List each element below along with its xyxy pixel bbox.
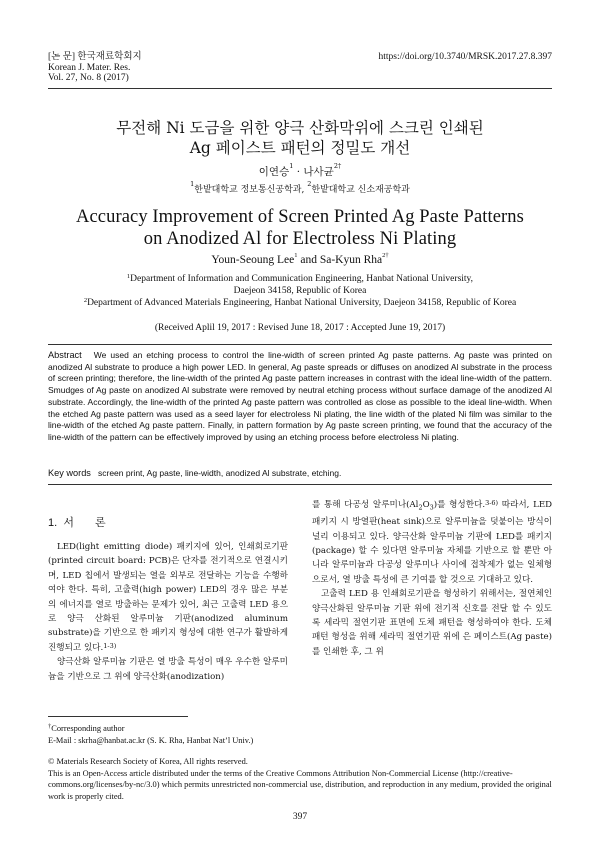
section-title: 서 론 <box>63 517 115 529</box>
korean-title-line2: Ag 페이스트 패턴의 정밀도 개선 <box>189 139 411 157</box>
keywords-text: screen print, Ag paste, line-width, anodized Al substrate, etching. <box>98 468 342 478</box>
section-number: 1. <box>48 517 58 529</box>
footnote: †Corresponding author E-Mail : skrha@hanbat.ac.kr (S. K. Rha, Hanbat Nat’l Univ.) © Materials Research Society of Korea, All rights reserved. This is an Open-Access article distributed under the terms of the Creative Commons Attribution Non-Commercial License (http://creative-commons.org/licenses/by-nc/3.0) which permits unrestricted non-commercial use, distribution, and reproduction in any medium, provided the original work is properly cited. <box>48 723 552 801</box>
paragraph: 고출력 LED 용 인쇄회로기판을 형성하기 위해서는, 절연체인 양극산화된 알루미늄 기판 위에 전기적 신호를 전달 할 수 있도록 세라믹 절연기판 표면에 도체 패턴을 형성하여야 한다. 도체 패턴 형성을 위해 세라믹 절연기판 위에 은 페이스트(Ag paste)를 인쇄한 후, 그 위 <box>312 589 552 657</box>
korean-title <box>0 118 600 158</box>
english-affiliations: $^1$Department of Information and Communication Engineering, Hanbat National University, Daejeon 34158, Republic of Korea $^2$Department of Advanced Materials Engineering, Hanbat National University, Daejeon 34158, Republic of Korea <box>83 273 517 308</box>
abstract-top-rule <box>48 344 552 345</box>
affiliation-2: Department of Advanced Materials Engineering, Hanbat National University, Daejeon 34158, Republic of Korea <box>87 298 517 308</box>
abstract-bottom-rule <box>48 484 552 485</box>
korean-affiliations: $^1$한밭대학교 정보통신공학과, $^2$한밭대학교 신소재공학과 <box>190 180 410 195</box>
journal-name-en: Korean J. Mater. Res. <box>48 62 131 73</box>
received-dates: (Received Aplil 19, 2017 : Revised June 18, 2017 : Accepted June 19, 2017) <box>154 323 446 333</box>
copyright: © Materials Research Society of Korea, All rights reserved. <box>48 757 248 766</box>
english-authors: Youn-Seoung Lee$^1$ and Sa-Kyun Rha$^{2\dagger}$ <box>211 252 389 266</box>
body-column-left <box>48 540 288 684</box>
body-column-right <box>312 498 552 659</box>
footnote-rule <box>48 716 188 717</box>
abstract-text: We used an etching process to control the line-width of screen printed Ag paste patterns. Ag paste was printed on anodized Al substrate to produce a high power LED. In general, Ag paste spreads or diffuses on anodized Al substrate in the process of screen printing; therefore, the line-width of the printed Ag paste pattern increases in contrast with the ideal line-width of the pattern. Smudges of Ag paste on anodized Al substrate were removed by neutral etching process without surface damage of the anodized Al substrate. Accordingly, the line-width of the printed Ag paste pattern was controlled as close as possible to the ideal line-width. When the etched Ag paste pattern was used as a seed layer for electroless Ni plating, the line width of the plated Ni film was similar to the line-width of the etched Ag paste pattern. Finally, in pattern formation by Ag paste screen printing, we found that the accuracy of the line-width of the pattern can be effectively improved by using an etching process before electroless Ni plating. <box>48 350 552 442</box>
author-ko-2: 나사균 <box>303 166 334 178</box>
journal-info <box>48 52 142 84</box>
doi-link[interactable]: https://doi.org/10.3740/MRSK.2017.27.8.397 <box>378 52 552 62</box>
page-number: 397 <box>292 812 308 822</box>
header-rule <box>48 88 552 89</box>
paragraph: 를 통해 다공성 알루미나$(Al_2O_3)$를 형성한다.$^{3-6)}$ 따라서, LED 패키지 시 방열판(heat sink)으로 알루미늄을 덧붙이는 방식이 널리 이용되고 있다. 양극산화 알루미늄 기판에 LED를 패키지(package) 할 수 있다면 알루미늄 자체를 기반으로 할 뿐만 아니라 알루미늄과 다공성 알루미나 사이에 접착제가 없는 일체형으로서, 열 방출 특성에 큰 기여를 할 것으로 기대하고 있다. <box>312 499 552 585</box>
english-title-line1: Accuracy Improvement of Screen Printed Ag Paste Patterns <box>76 207 524 227</box>
section-heading <box>48 514 115 530</box>
english-title-line2: on Anodized Al for Electroless Ni Plating <box>143 229 457 249</box>
korean-authors: 이연승$^1$ · 나사균$^{2\dagger}$ <box>258 162 342 178</box>
corresponding-author: Corresponding author <box>51 724 125 733</box>
abstract <box>48 350 552 444</box>
keywords-label: Key words <box>48 468 91 478</box>
korean-title-line1: 무전해 Ni 도금을 위한 양극 산화막위에 스크린 인쇄된 <box>116 119 484 137</box>
corresponding-email: E-Mail : skrha@hanbat.ac.kr (S. K. Rha, Hanbat Nat’l Univ.) <box>48 735 254 745</box>
journal-name-ko: [논 문] 한국재료학회지 <box>48 52 142 62</box>
author-ko-1: 이연승 <box>258 166 290 178</box>
journal-volume: Vol. 27, No. 8 (2017) <box>48 73 129 83</box>
affiliation-1: Department of Information and Communication Engineering, Hanbat National University, <box>130 274 474 284</box>
author-en-1: Youn-Seoung Lee <box>211 254 295 266</box>
keywords <box>48 468 552 478</box>
paragraph: LED(light emitting diode) 패키지에 있어, 인쇄회로기판(printed circuit board: PCB)은 단자를 전기적으로 연결시키며, LED 칩에서 발생되는 열을 외부로 전달하는 기능을 수행하여야 한다. 특히, 고출력(high power) LED의 경우 많은 부분의 에너지를 열로 방출하는 문제가 있어, 최근 고출력 LED 용으로 양극 산화된 알루미늄 기판(anodized aluminum substrate)을 기반으로 한 패키지 형성에 대한 연구가 활발하게 진행되고 있다.$^{1-3)}$ <box>48 542 288 653</box>
paragraph: 양극산화 알루미늄 기판은 열 방출 특성이 매우 우수한 알루미늄을 기반으로 그 위에 양극산화(anodization) <box>48 657 288 682</box>
license: This is an Open-Access article distributed under the terms of the Creative Commons Attribution Non-Commercial License (http://creative-commons.org/licenses/by-nc/3.0) which permits unrestricted non-commercial use, distribution, and reproduction in any medium, provided the original work is properly cited. <box>48 768 552 801</box>
author-en-2: Sa-Kyun Rha <box>319 254 383 266</box>
abstract-label: Abstract <box>48 350 82 360</box>
english-title <box>0 206 600 250</box>
